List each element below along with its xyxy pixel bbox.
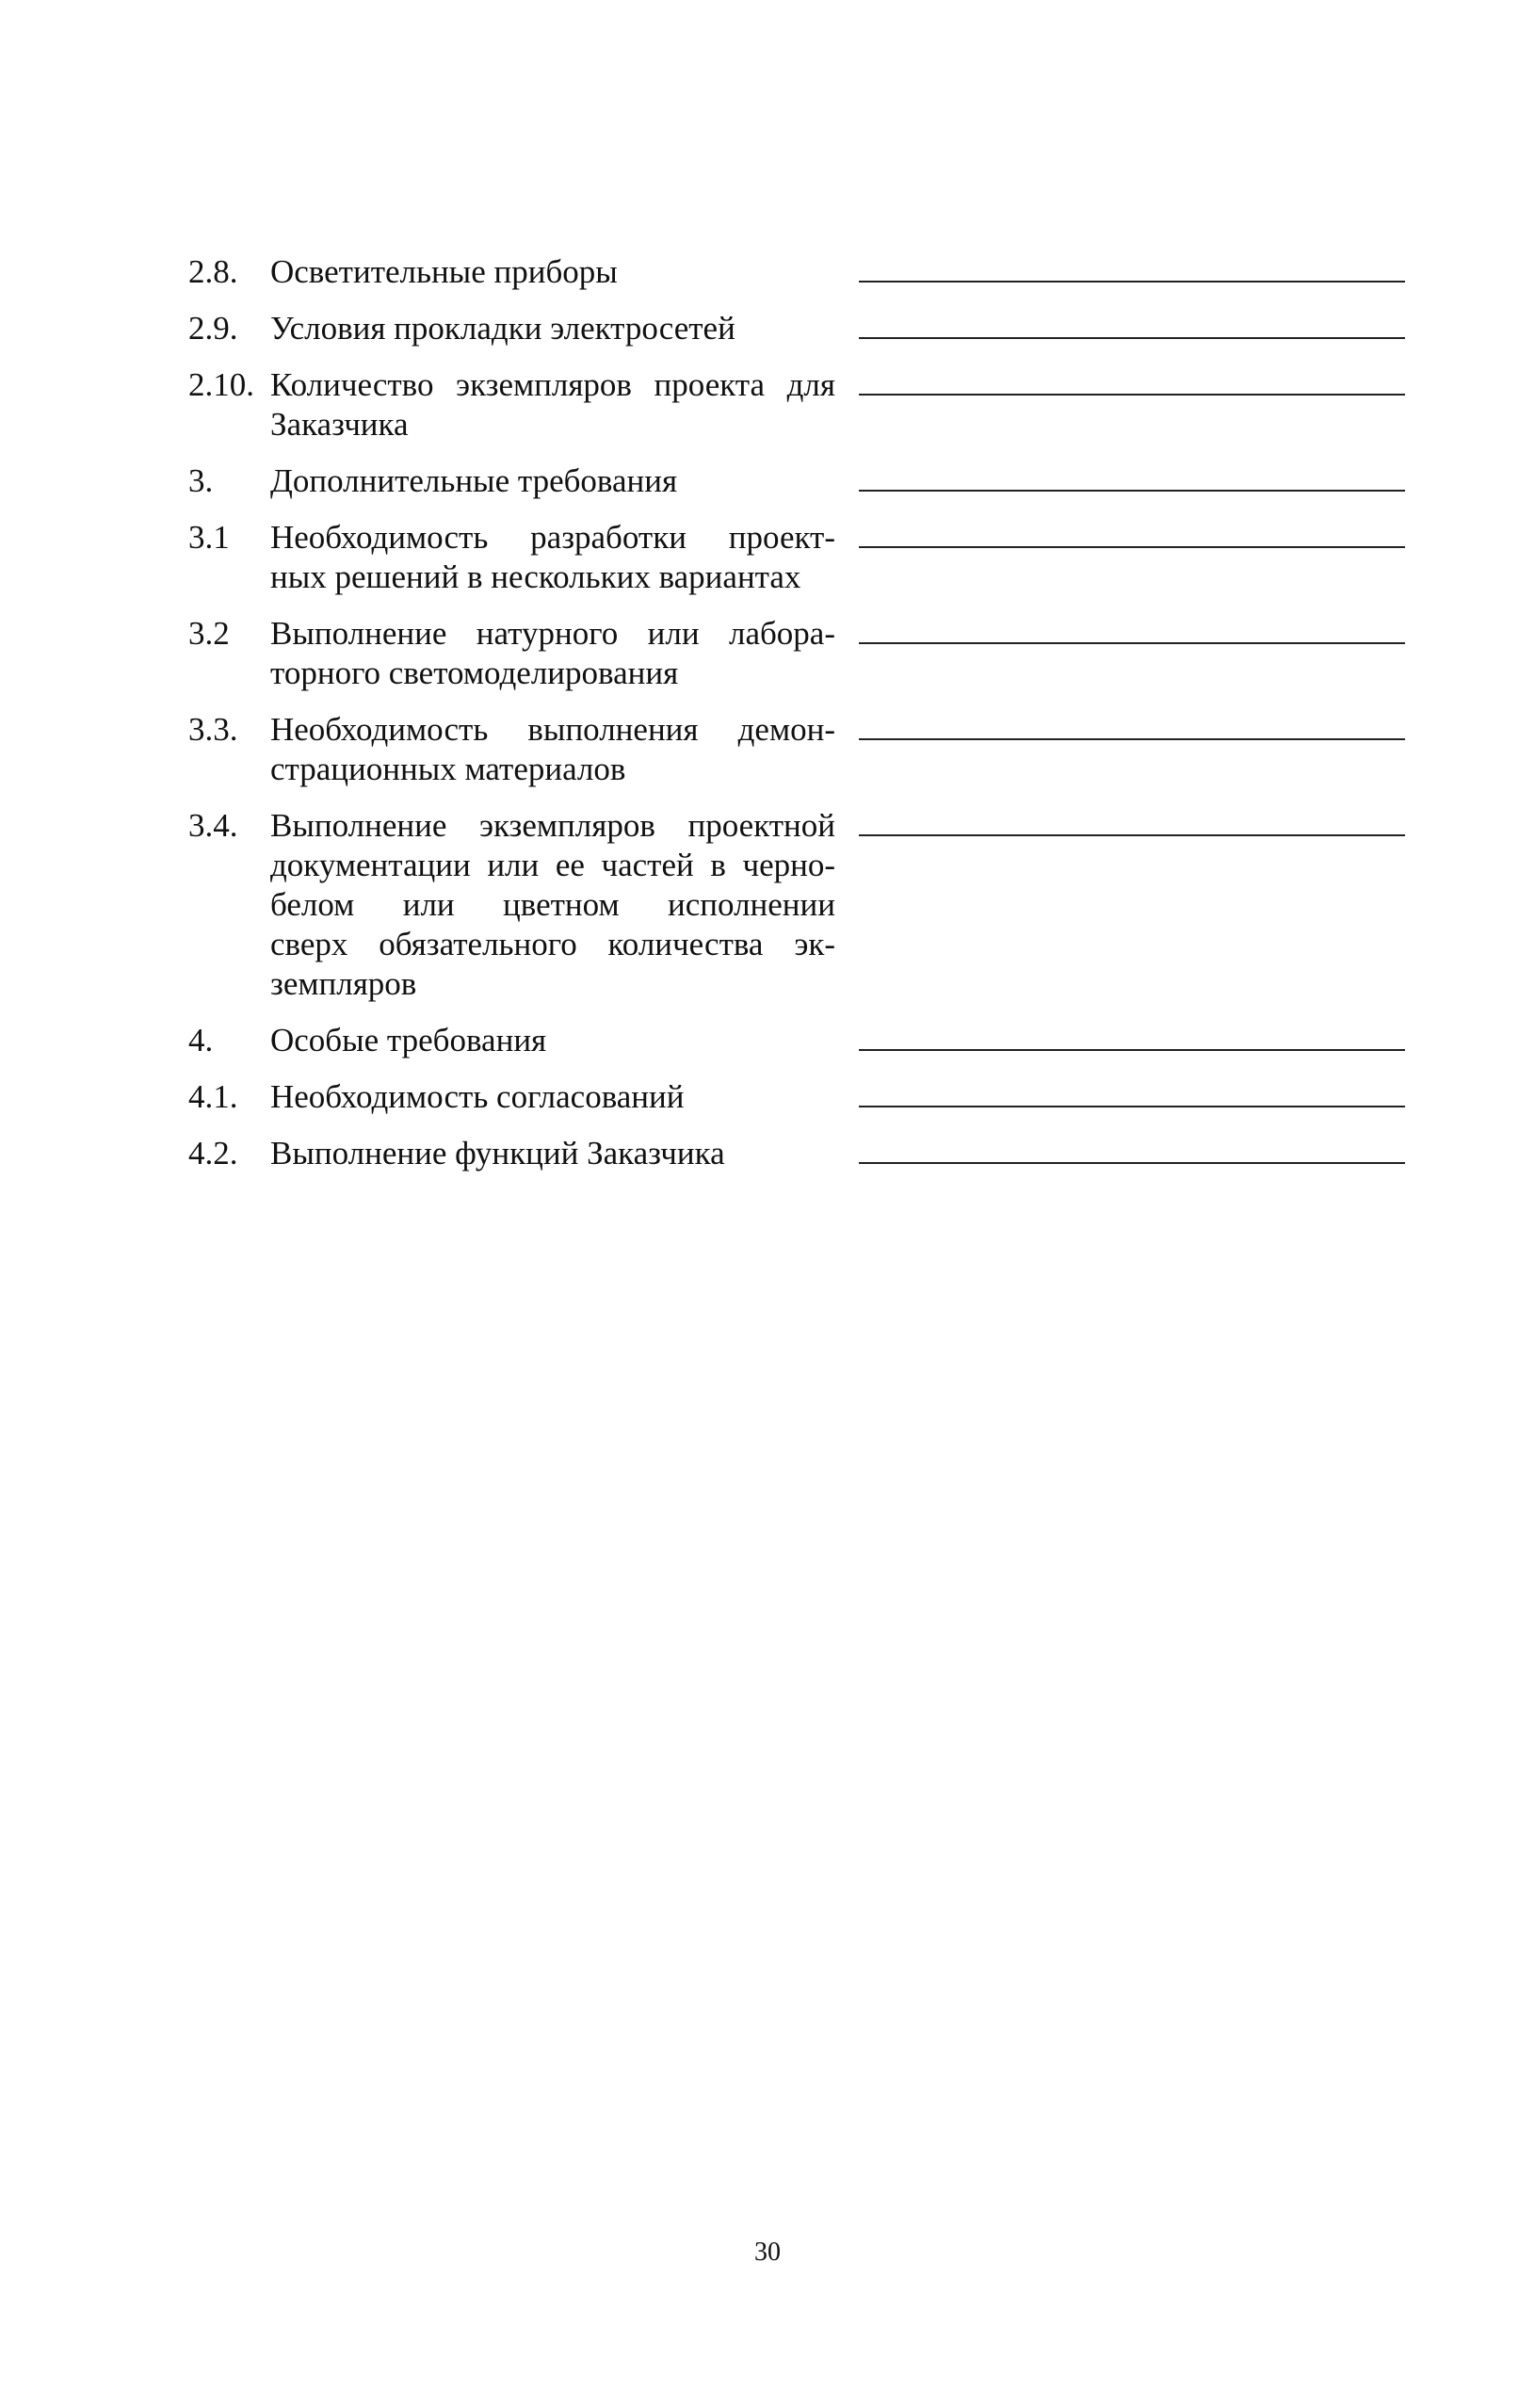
item-text-line: Необходимость выполнения демон- (270, 711, 835, 748)
item-text (270, 365, 835, 444)
fill-in-line[interactable] (859, 461, 1405, 492)
fill-in-line[interactable] (859, 1021, 1405, 1051)
list-item-3-2 (188, 614, 1413, 693)
fill-in-line[interactable] (859, 1134, 1405, 1164)
item-number: 4.1. (188, 1078, 238, 1115)
item-text-line: сверх обязательного количества эк- (270, 926, 835, 962)
item-text-line: Дополнительные требования (270, 462, 678, 499)
page-number: 30 (754, 2238, 781, 2267)
item-number: 3.3. (188, 711, 238, 748)
item-text (270, 1021, 835, 1060)
fill-in-line[interactable] (859, 252, 1405, 283)
item-number: 4.2. (188, 1135, 238, 1172)
item-text-line: белом или цветном исполнении (270, 886, 835, 923)
item-text-line: страционных материалов (270, 751, 626, 787)
fill-in-line[interactable] (859, 1077, 1405, 1107)
fill-in-line[interactable] (859, 710, 1405, 740)
item-text-line: документации или ее частей в черно- (270, 847, 835, 883)
item-text (270, 710, 835, 789)
item-text-line: Осветительные приборы (270, 253, 618, 290)
item-text (270, 614, 835, 693)
list-item-3-3 (188, 710, 1413, 789)
fill-in-line[interactable] (859, 806, 1405, 836)
item-text-line: Необходимость разработки проект- (270, 519, 835, 556)
item-number: 3.4. (188, 807, 238, 844)
item-number: 2.10. (188, 366, 254, 403)
item-number: 2.8. (188, 253, 238, 290)
list-item-3-4 (188, 806, 1413, 1004)
fill-in-line[interactable] (859, 365, 1405, 396)
item-text-line: ных решений в нескольких вариантах (270, 558, 801, 595)
item-text-line: Необходимость согласований (270, 1078, 685, 1115)
item-text-line: земпляров (270, 965, 417, 1002)
item-number: 3. (188, 462, 214, 499)
list-item-4-2 (188, 1134, 1413, 1173)
list-item-4-1 (188, 1077, 1413, 1117)
item-number: 4. (188, 1022, 214, 1059)
list-item-2-10 (188, 365, 1413, 444)
item-text (270, 518, 835, 597)
item-text-line: Выполнение натурного или лабора- (270, 615, 835, 652)
item-text-line: Выполнение экземпляров проектной (270, 807, 835, 844)
item-text (270, 252, 835, 292)
item-text (270, 461, 835, 501)
list-item-3 (188, 461, 1413, 501)
list-item-3-1 (188, 518, 1413, 597)
item-number: 3.1 (188, 519, 230, 556)
list-item-2-9 (188, 309, 1413, 348)
list-item-2-8 (188, 252, 1413, 292)
item-text-line: Особые требования (270, 1022, 547, 1059)
item-text (270, 1077, 835, 1117)
requirements-list (188, 252, 1413, 1173)
item-text-line: торного светомоделирования (270, 655, 679, 691)
item-text (270, 1134, 835, 1173)
item-text-line: Количество экземпляров проекта для (270, 366, 835, 403)
item-text-line: Выполнение функций Заказчика (270, 1135, 725, 1172)
item-number: 3.2 (188, 615, 230, 652)
item-text-line: Заказчика (270, 406, 409, 443)
item-text-line: Условия прокладки электросетей (270, 310, 735, 347)
item-text (270, 806, 835, 1004)
list-item-4 (188, 1021, 1413, 1060)
item-text (270, 309, 835, 348)
fill-in-line[interactable] (859, 309, 1405, 339)
item-number: 2.9. (188, 310, 238, 347)
fill-in-line[interactable] (859, 518, 1405, 548)
fill-in-line[interactable] (859, 614, 1405, 644)
